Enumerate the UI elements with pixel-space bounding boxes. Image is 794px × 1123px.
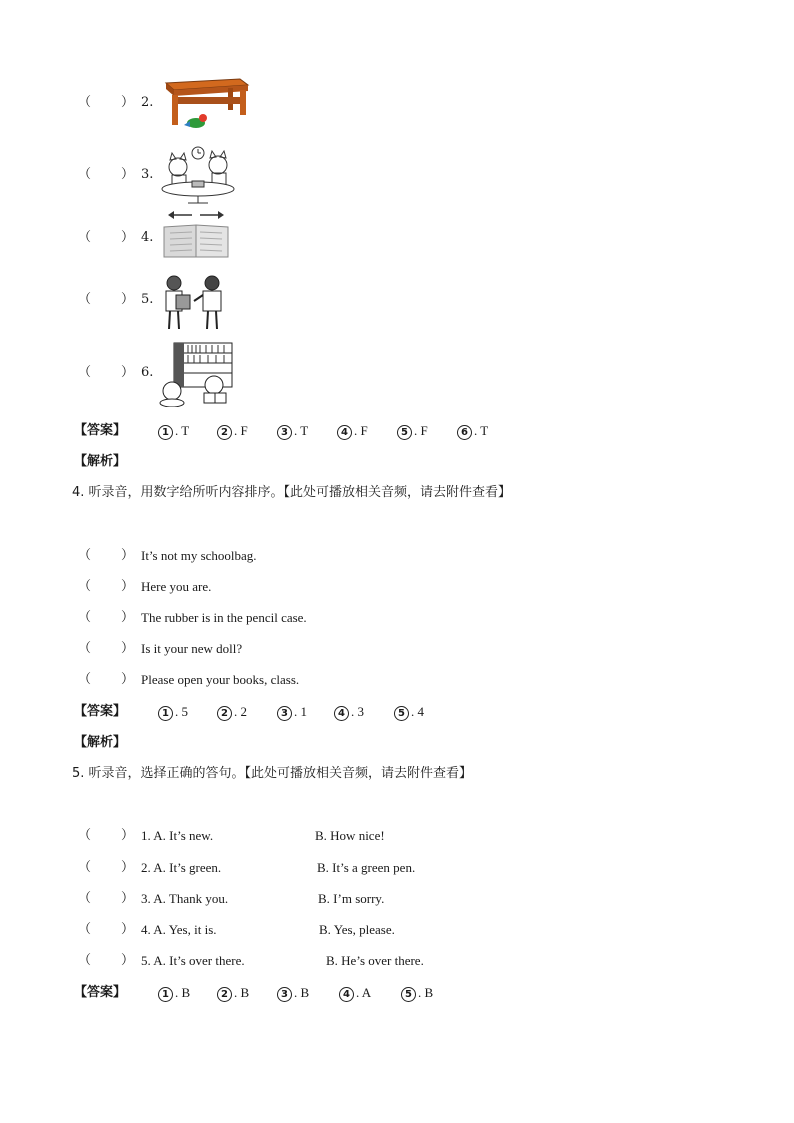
circled-number: 4 (337, 425, 352, 440)
option-a: 4. A. Yes, it is. (141, 922, 217, 937)
answer-item (277, 985, 309, 1002)
answer-paren-open: （ (78, 365, 92, 380)
answer-paren-close: ） (121, 230, 135, 245)
answer-paren-close: ） (121, 953, 135, 968)
item-number: 3. (141, 167, 154, 182)
circled-number: 1 (158, 987, 173, 1002)
answer-paren-open: （ (78, 953, 92, 968)
answer-paren-open: （ (78, 891, 92, 906)
answer-label: 【答案】 (74, 985, 127, 1000)
circled-number: 4 (339, 987, 354, 1002)
answer-paren-close: ） (121, 828, 135, 843)
answer-value: . T (474, 423, 489, 438)
circled-number: 6 (457, 425, 472, 440)
answer-value: . A (356, 985, 372, 1000)
sentence: It’s not my schoolbag. (141, 548, 257, 563)
answer-paren-open: （ (78, 548, 92, 563)
circled-number: 2 (217, 987, 232, 1002)
question-heading: 5. 听录音，选择正确的答句。【此处可播放相关音频，请去附件查看】 (72, 766, 473, 781)
answer-paren-close: ） (121, 95, 135, 110)
question-heading: 4. 听录音，用数字给所听内容排序。【此处可播放相关音频，请去附件查看】 (72, 485, 512, 500)
answer-value: . F (234, 423, 248, 438)
option-b: B. Yes, please. (319, 922, 395, 937)
answer-item (217, 985, 249, 1002)
answer-value: . 1 (294, 704, 307, 719)
option-a: 2. A. It’s green. (141, 860, 222, 875)
sentence: The rubber is in the pencil case. (141, 610, 307, 625)
answer-paren-close: ） (121, 610, 135, 625)
circled-number: 1 (158, 706, 173, 721)
answer-value: . 4 (411, 704, 424, 719)
answer-paren-close: ） (121, 672, 135, 687)
answer-paren-close: ） (121, 641, 135, 656)
answer-paren-close: ） (121, 167, 135, 182)
answer-item (334, 704, 364, 721)
answer-item (217, 704, 247, 721)
answer-item (397, 423, 428, 440)
option-a: 1. A. It’s new. (141, 828, 214, 843)
answer-paren-open: （ (78, 922, 92, 937)
answer-item (339, 985, 371, 1002)
answer-label: 【答案】 (74, 704, 127, 719)
circled-number: 2 (217, 425, 232, 440)
answer-item (158, 985, 190, 1002)
answer-item (401, 985, 433, 1002)
analysis-label: 【解析】 (74, 735, 127, 750)
item-number: 6. (141, 365, 154, 380)
answer-paren-close: ） (121, 365, 135, 380)
answer-value: . T (175, 423, 190, 438)
circled-number: 2 (217, 706, 232, 721)
answer-value: . 3 (351, 704, 364, 719)
answer-value: . F (354, 423, 368, 438)
item-number: 2. (141, 95, 154, 110)
option-a: 3. A. Thank you. (141, 891, 229, 906)
option-b: B. He’s over there. (326, 953, 424, 968)
kids-in-library-icon (158, 341, 236, 407)
answer-item (394, 704, 424, 721)
answer-value: . B (175, 985, 191, 1000)
answer-paren-open: （ (78, 672, 92, 687)
answer-item (337, 423, 368, 440)
analysis-label: 【解析】 (74, 454, 127, 469)
circled-number: 5 (394, 706, 409, 721)
sentence: Here you are. (141, 579, 212, 594)
circled-number: 3 (277, 987, 292, 1002)
answer-item (457, 423, 488, 440)
answer-paren-close: ） (121, 579, 135, 594)
sentence: Please open your books, class. (141, 672, 300, 687)
answer-value: . T (294, 423, 309, 438)
answer-paren-open: （ (78, 292, 92, 307)
option-a: 5. A. It’s over there. (141, 953, 245, 968)
answer-item (158, 704, 188, 721)
answer-paren-open: （ (78, 828, 92, 843)
item-number: 5. (141, 292, 154, 307)
answer-value: . B (418, 985, 434, 1000)
cats-at-table-icon (158, 145, 240, 205)
circled-number: 5 (401, 987, 416, 1002)
circled-number: 3 (277, 425, 292, 440)
answer-paren-close: ） (121, 548, 135, 563)
option-b: B. I’m sorry. (318, 891, 385, 906)
circled-number: 3 (277, 706, 292, 721)
open-book-icon (158, 209, 234, 259)
answer-item (277, 704, 307, 721)
answer-value: . F (414, 423, 428, 438)
answer-value: . B (234, 985, 250, 1000)
answer-paren-close: ） (121, 891, 135, 906)
answer-paren-open: （ (78, 641, 92, 656)
answer-value: . B (294, 985, 310, 1000)
option-b: B. How nice! (315, 828, 385, 843)
answer-label: 【答案】 (74, 423, 127, 438)
sentence: Is it your new doll? (141, 641, 243, 656)
answer-item (277, 423, 308, 440)
answer-paren-open: （ (78, 579, 92, 594)
answer-paren-open: （ (78, 167, 92, 182)
circled-number: 4 (334, 706, 349, 721)
answer-paren-open: （ (78, 610, 92, 625)
answer-paren-close: ） (121, 922, 135, 937)
answer-value: . 5 (175, 704, 188, 719)
answer-paren-open: （ (78, 230, 92, 245)
option-b: B. It’s a green pen. (317, 860, 416, 875)
kids-with-schoolbag-icon (158, 275, 228, 331)
answer-item (158, 423, 189, 440)
answer-item (217, 423, 248, 440)
answer-value: . 2 (234, 704, 247, 719)
answer-paren-close: ） (121, 860, 135, 875)
circled-number: 1 (158, 425, 173, 440)
answer-paren-close: ） (121, 292, 135, 307)
item-number: 4. (141, 230, 154, 245)
circled-number: 5 (397, 425, 412, 440)
table-with-bird-icon (158, 71, 250, 133)
answer-paren-open: （ (78, 95, 92, 110)
answer-paren-open: （ (78, 860, 92, 875)
